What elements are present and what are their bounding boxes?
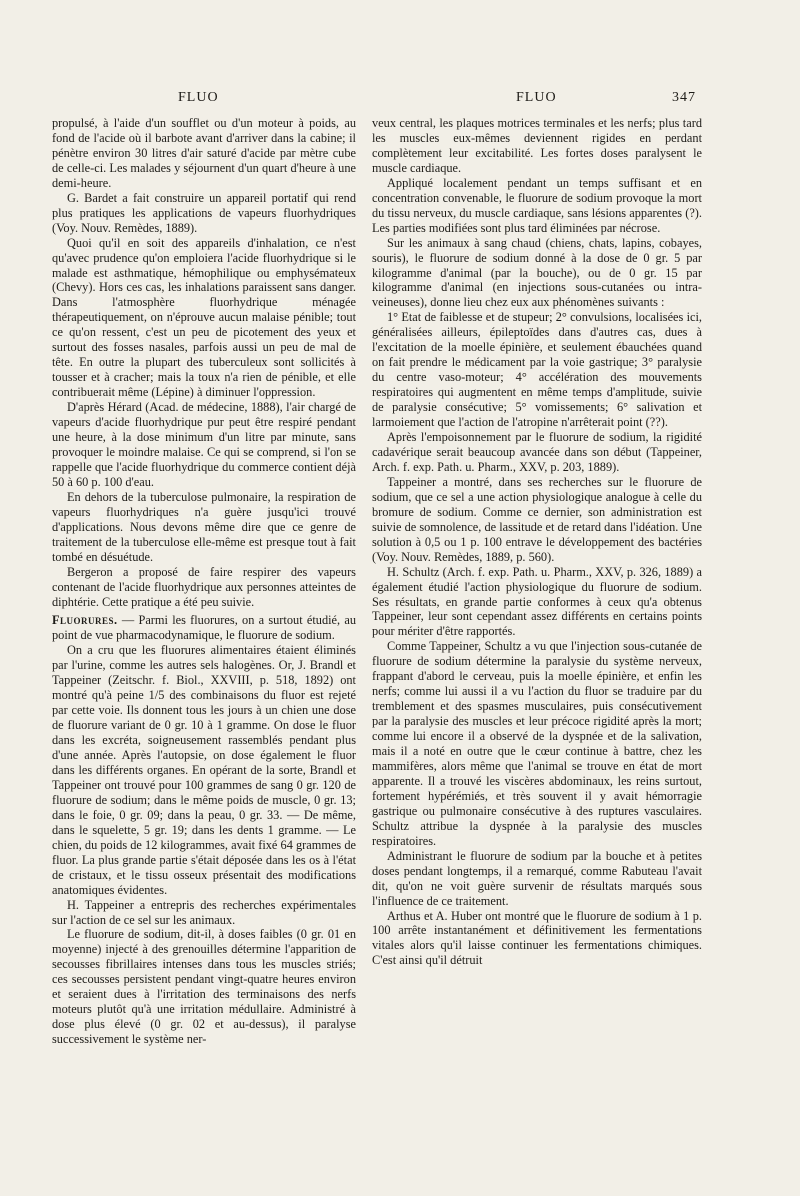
paragraph: Administrant le fluorure de sodium par la bouche et à petites doses pendant longtemps, il a remarqué, comme Rabuteau l'avait dit, qu'on ne voit guère survenir de résultats marqués sous l'influence de ce traitement. bbox=[372, 848, 702, 908]
paragraph: propulsé, à l'aide d'un soufflet ou d'un moteur à poids, au fond de l'acide où il barbote avant d'arriver dans la cabine; il pénètre environ 30 litres d'air saturé d'acide par mètre cube de celle-ci. Les malades y séjournent d'un quart d'heure à une demi-heure. bbox=[52, 116, 356, 190]
running-title-left: FLUO bbox=[178, 90, 219, 105]
paragraph: On a cru que les fluorures alimentaires étaient éliminés par l'urine, comme les autres sels halogènes. Or, J. Brandl et Tappeiner (Zeitschr. f. Biol., XXVIII, p. 518, 1892) ont montré qu'à peine 1/5 des combinaisons du fluor est rejeté par cette voie. Ils donnent tous les jours à un chien une dose de fluorure variant de 0 gr. 10 à 1 gramme. On dose le fluor dans les excréta, soigneusement rassemblés pendant plus d'une année. Après l'autopsie, on dose également le fluor dans les différents organes. En opérant de la sorte, Brandl et Tappeiner ont trouvé pour 100 grammes de sang 0 gr. 120 de fluorure de sodium; dans le même poids de muscle, 0 gr. 13; dans le foie, 0 gr. 09; dans la peau, 0 gr. 33. — De même, dans le squelette, 5 gr. 19; dans les dents 1 gramme. — Le chien, du poids de 12 kilogrammes, avait fixé 64 grammes de fluor. La plus grande partie s'était déposée dans les os à l'état de cristaux, et le tissu osseux présentait des modifications anatomiques évidentes. bbox=[52, 643, 356, 897]
paragraph: Bergeron a proposé de faire respirer des vapeurs contenant de l'acide fluorhydrique aux personnes atteintes de diphtérie. Cette pratique a été peu suivie. bbox=[52, 564, 356, 609]
paragraph: G. Bardet a fait construire un appareil portatif qui rend plus pratiques les applications de vapeurs fluorhydriques (Voy. Nouv. Remèdes, 1889). bbox=[52, 190, 356, 235]
paragraph: Après l'empoisonnement par le fluorure de sodium, la rigidité cadavérique serait beaucoup avancée dans son début (Tappeiner, Arch. f. exp. Path. u. Pharm., XXV, p. 203, 1889). bbox=[372, 430, 702, 474]
paragraph: H. Schultz (Arch. f. exp. Path. u. Pharm., XXV, p. 326, 1889) a également étudié l'action physiologique du fluorure de sodium. Ses résultats, en grande partie conformes à ceux qu'a obtenus Tappeiner, leur sont cependant assez différents en certains points pour mériter d'être rapportés. bbox=[372, 564, 702, 639]
paragraph: veux central, les plaques motrices terminales et les nerfs; plus tard les muscles eux-mêmes deviennent rigides en perdant complètement leur excitabilité. Les fortes doses paralysent le muscle cardiaque. bbox=[372, 116, 702, 175]
entry-text: — Parmi les fluorures, on a surtout étudié, au point de vue pharmacodynamique, le fluorure de sodium. bbox=[52, 613, 356, 643]
paragraph: Comme Tappeiner, Schultz a vu que l'injection sous-cutanée de fluorure de sodium détermine la paralysie du système nerveux, frappant d'abord le cerveau, puis la moelle épinière, et enfin les nerfs; comme lui aussi il a vu l'action du fluor se traduire par du tremblement et des spasmes musculaires, puis consécutivement par la paralysie des muscles et leur précoce rigidité après la mort; comme lui encore il a observé de la dyspnée et de la salivation, mais il a noté en outre que le cœur continue à battre, chez les mammifères, alors même que l'animal se trouve en état de mort apparente. Il a trouvé les viscères abdominaux, les reins surtout, fortement hypérémiés, et très souvent il y avait hémorragie gastrique ou pulmonaire consécutive à des ruptures vasculaires. Schultz attribue la dyspnée à la paralysie des muscles respiratoires. bbox=[372, 639, 702, 848]
dictionary-entry bbox=[52, 613, 356, 643]
paragraph: Appliqué localement pendant un temps suffisant et en concentration convenable, le fluorure de sodium provoque la mort du tissu nerveux, du muscle cardiaque, sans lésions apparentes (?). Les parties modifiées sont plus tard éliminées par nécrose. bbox=[372, 175, 702, 235]
paragraph: Le fluorure de sodium, dit-il, à doses faibles (0 gr. 01 en moyenne) injecté à des grenouilles détermine l'apparition de secousses fibrillaires intenses dans tous les muscles striés; ces secousses persistent pendant vingt-quatre heures environ et seraient dues à l'irritation des terminaisons des nerfs moteurs plutôt qu'à une irritation médullaire. Administré à dose plus élevé (0 gr. 02 et au-dessus), il paralyse successivement le système ner- bbox=[52, 927, 356, 1047]
paragraph: 1° Etat de faiblesse et de stupeur; 2° convulsions, localisées ici, généralisées ailleurs, épileptoïdes dans d'autres cas, dues à l'excitation de la moelle épinière, et seulement ébauchées quand on fait prendre le médicament par la voie gastrique; 3° paralysie du centre vaso-moteur; 4° accélération des mouvements respiratoires qui augmentent en même temps d'amplitude, suivie de paralysie consécutive; 5° vomissements; 6° salivation et larmoiement que l'action de l'atropine n'arrêterait point (??). bbox=[372, 310, 702, 430]
paragraph: Arthus et A. Huber ont montré que le fluorure de sodium à 1 p. 100 arrête instantanément et définitivement les fermentations vitales alors qu'il laisse continuer les fermentations chimiques. C'est ainsi qu'il détruit bbox=[372, 908, 702, 968]
paragraph: En dehors de la tuberculose pulmonaire, la respiration de vapeurs fluorhydriques n'a guère jusqu'ici trouvé d'applications. Nous devons même dire que ce genre de traitement de la tuberculose elle-même est presque tout à fait tombé en désuétude. bbox=[52, 489, 356, 564]
paragraph: Tappeiner a montré, dans ses recherches sur le fluorure de sodium, que ce sel a une action physiologique analogue à celle du bromure de sodium. Comme ce dernier, son administration est suivie de somnolence, de lassitude et de retard dans l'idéation. Une solution à 0,5 ou 1 p. 100 entrave le développement des bactéries (Voy. Nouv. Remèdes, 1889, p. 560). bbox=[372, 474, 702, 564]
right-column bbox=[372, 116, 702, 968]
paragraph: Quoi qu'il en soit des appareils d'inhalation, ce n'est qu'avec prudence qu'on emploiera l'acide fluorhydrique si le malade est asthmatique, hémophilique ou emphysémateux (Chevy). Hors ces cas, les inhalations paraissent sans danger. Dans l'atmosphère fluorhydrique ménagée thérapeutiquement, on n'éprouve aucun malaise pénible; tout ce qu'on ressent, c'est un peu de picotement des yeux et surtout des fosses nasales, parfois aussi un peu de mal de tête. En outre la plupart des tuberculeux sont sollicités à tousser et à cracher; mais la toux n'a rien de pénible, et elle contribuerait même (Lépine) à diminuer l'oppression. bbox=[52, 235, 356, 400]
left-column bbox=[52, 116, 356, 1047]
running-title-right: FLUO bbox=[516, 90, 557, 105]
paragraph: Sur les animaux à sang chaud (chiens, chats, lapins, cobayes, souris), le fluorure de sodium donné à la dose de 0 gr. 5 par kilogramme d'animal (par la bouche), ou de 0 gr. 15 par kilogramme d'animal (en injections sous-cutanées ou intra-veineuses), donne lieu chez eux aux phénomènes suivants : bbox=[372, 235, 702, 310]
page-number: 347 bbox=[672, 90, 696, 105]
paragraph: H. Tappeiner a entrepris des recherches expérimentales sur l'action de ce sel sur les animaux. bbox=[52, 897, 356, 927]
paragraph: D'après Hérard (Acad. de médecine, 1888), l'air chargé de vapeurs d'acide fluorhydrique pur peut être respiré pendant une heure, à la dose minimum d'un litre par minute, sans provoquer le moindre malaise. Ce qui se comprend, si l'on se rappelle que l'acide fluorhydrique du commerce contient déjà 50 à 60 p. 100 d'eau. bbox=[52, 400, 356, 489]
entry-headword: Fluorures. bbox=[52, 613, 118, 628]
